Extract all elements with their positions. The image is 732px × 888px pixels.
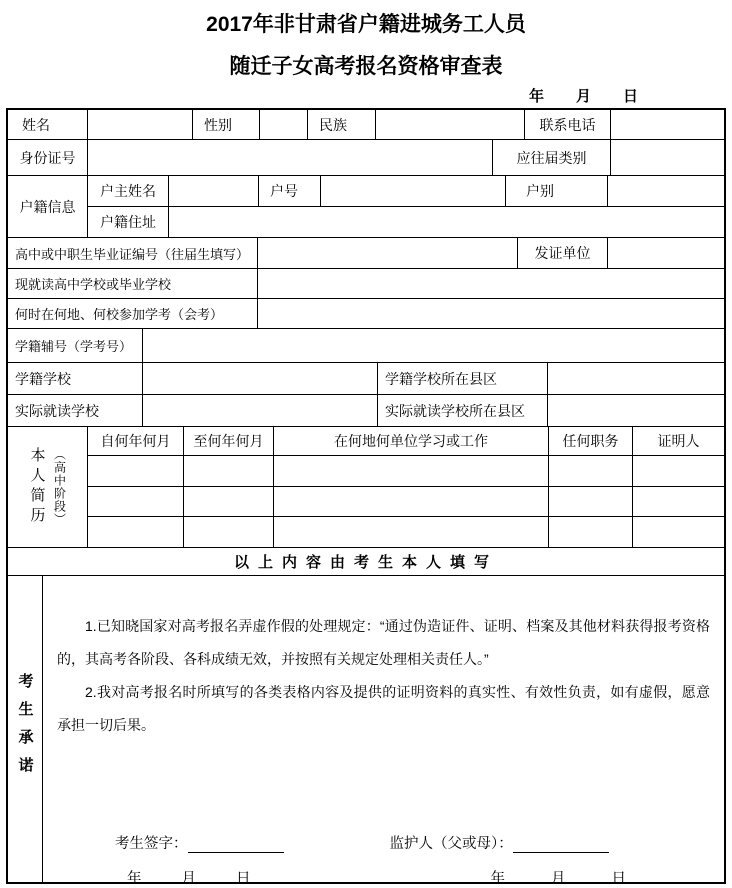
id-number-label: 身份证号 bbox=[19, 149, 76, 166]
hu-number-field[interactable] bbox=[320, 176, 505, 206]
hu-type-field[interactable] bbox=[607, 176, 724, 206]
row-exam bbox=[8, 298, 724, 328]
name-label: 姓名 bbox=[22, 116, 50, 133]
resume-cell[interactable] bbox=[88, 456, 183, 486]
ethnic-label: 民族 bbox=[307, 110, 375, 139]
page-title bbox=[0, 8, 732, 84]
hukou-section-label: 户籍信息 bbox=[19, 198, 76, 215]
title-line1: 2017年非甘肃省户籍进城务工人员 bbox=[206, 13, 526, 36]
header-year-label: 年 bbox=[528, 88, 544, 105]
resume-col-place: 在何地何单位学习或工作 bbox=[273, 427, 548, 455]
resume-header-row bbox=[88, 427, 724, 455]
guardian-year-label: 年 bbox=[490, 871, 505, 887]
candidate-date-group bbox=[127, 867, 251, 888]
row-basic-info bbox=[8, 110, 724, 139]
resume-cell[interactable] bbox=[632, 487, 724, 517]
hukou-address-label: 户籍住址 bbox=[100, 214, 156, 230]
phone-label: 联系电话 bbox=[524, 110, 610, 139]
title-line2: 随迁子女高考报名资格审查表 bbox=[229, 55, 503, 78]
resume-cell[interactable] bbox=[548, 487, 632, 517]
candidate-year-label: 年 bbox=[127, 871, 142, 887]
actual-county-field[interactable] bbox=[547, 395, 724, 426]
resume-empty-row bbox=[88, 455, 724, 486]
exam-field[interactable] bbox=[257, 299, 724, 328]
review-form-table bbox=[6, 108, 726, 887]
guardian-signature-group bbox=[390, 832, 609, 853]
hukou-subrow-2 bbox=[88, 206, 724, 237]
hu-type-label: 户别 bbox=[505, 176, 607, 206]
row-hukou bbox=[8, 175, 724, 237]
notice-text: 以上内容由考生本人填写 bbox=[233, 554, 498, 571]
resume-cell[interactable] bbox=[183, 456, 273, 486]
row-id-number bbox=[8, 139, 724, 175]
promise-body bbox=[42, 576, 724, 887]
name-field[interactable] bbox=[87, 110, 192, 139]
promise-paragraph-1: 1.已知晓国家对高考报名弄虚作假的处理规定：“通过伪造证件、证明、档案及其他材料获得报考资格的，其高考各阶段、各科成绩无效，并按照有关规定处理相关责任人。” bbox=[57, 618, 710, 667]
resume-col-duty: 任何职务 bbox=[548, 427, 632, 455]
id-digit-cells[interactable] bbox=[87, 140, 492, 175]
resume-table bbox=[87, 427, 724, 547]
xueji-county-field[interactable] bbox=[547, 363, 724, 394]
current-school-label: 现就读高中学校或毕业学校 bbox=[15, 277, 172, 292]
guardian-date-group bbox=[491, 867, 627, 888]
signature-row bbox=[57, 832, 710, 853]
xueji-county-label: 学籍学校所在县区 bbox=[377, 363, 547, 394]
resume-label-main: 本人简历 bbox=[28, 447, 46, 527]
resume-col-to: 至何年何月 bbox=[183, 427, 273, 455]
candidate-day-label: 日 bbox=[236, 871, 251, 887]
header-date-line bbox=[6, 84, 726, 106]
grad-type-field[interactable] bbox=[610, 140, 724, 175]
resume-cell[interactable] bbox=[183, 517, 273, 547]
xueji-aux-label: 学籍辅号（学考号） bbox=[15, 339, 133, 354]
resume-empty-row bbox=[88, 516, 724, 547]
hukou-subrow-1 bbox=[88, 176, 724, 206]
resume-empty-row bbox=[88, 486, 724, 517]
gender-label: 性别 bbox=[192, 110, 259, 139]
candidate-month-label: 月 bbox=[181, 871, 196, 887]
hukou-address-field[interactable] bbox=[168, 207, 724, 237]
signature-dates-row bbox=[57, 867, 710, 888]
xueji-school-field[interactable] bbox=[142, 363, 377, 394]
row-xueji-aux bbox=[8, 328, 724, 362]
guardian-day-label: 日 bbox=[611, 871, 626, 887]
ethnic-field[interactable] bbox=[375, 110, 524, 139]
resume-cell[interactable] bbox=[273, 517, 548, 547]
hukou-right-block bbox=[87, 176, 724, 237]
resume-cell[interactable] bbox=[548, 517, 632, 547]
candidate-signature-label: 考生签字： bbox=[115, 836, 188, 852]
header-day-label: 日 bbox=[622, 88, 638, 105]
guardian-month-label: 月 bbox=[551, 871, 566, 887]
resume-cell[interactable] bbox=[88, 487, 183, 517]
row-promise bbox=[8, 575, 724, 887]
row-diploma bbox=[8, 237, 724, 268]
xueji-aux-cells[interactable] bbox=[142, 329, 724, 362]
row-notice bbox=[8, 547, 724, 575]
gender-field[interactable] bbox=[259, 110, 307, 139]
resume-cell[interactable] bbox=[273, 487, 548, 517]
resume-label-sub: （高中阶段） bbox=[52, 448, 67, 526]
diploma-number-field[interactable] bbox=[257, 238, 517, 268]
resume-cell[interactable] bbox=[88, 517, 183, 547]
row-current-school bbox=[8, 268, 724, 298]
row-resume bbox=[8, 426, 724, 547]
resume-col-ref: 证明人 bbox=[632, 427, 724, 455]
resume-cell[interactable] bbox=[632, 456, 724, 486]
guardian-signature-label: 监护人（父或母）： bbox=[389, 836, 513, 852]
hu-number-label: 户号 bbox=[258, 176, 320, 206]
promise-paragraph-2: 2.我对高考报名时所填写的各类表格内容及提供的证明资料的真实性、有效性负责，如有虚假，愿意承担一切后果。 bbox=[57, 684, 710, 733]
resume-cell[interactable] bbox=[183, 487, 273, 517]
resume-cell[interactable] bbox=[548, 456, 632, 486]
resume-section-label bbox=[8, 427, 87, 547]
row-actual-school bbox=[8, 394, 724, 426]
xueji-school-label: 学籍学校 bbox=[15, 370, 71, 387]
householder-field[interactable] bbox=[168, 176, 258, 206]
resume-cell[interactable] bbox=[632, 517, 724, 547]
phone-field[interactable] bbox=[610, 110, 724, 139]
actual-school-field[interactable] bbox=[142, 395, 377, 426]
resume-col-from: 自何年何月 bbox=[100, 433, 171, 449]
issuer-field[interactable] bbox=[607, 238, 724, 268]
actual-county-label: 实际就读学校所在县区 bbox=[377, 395, 547, 426]
issuer-label: 发证单位 bbox=[517, 238, 607, 268]
candidate-signature-group bbox=[115, 832, 284, 853]
actual-school-label: 实际就读学校 bbox=[15, 402, 99, 419]
current-school-field[interactable] bbox=[257, 269, 724, 298]
grad-type-label: 应往届类别 bbox=[492, 140, 610, 175]
header-month-label: 月 bbox=[575, 88, 591, 105]
exam-label: 何时在何地、何校参加学考（会考） bbox=[15, 307, 224, 322]
candidate-signature-line[interactable] bbox=[188, 837, 284, 853]
guardian-signature-line[interactable] bbox=[513, 837, 609, 853]
householder-label: 户主姓名 bbox=[100, 183, 156, 199]
resume-cell[interactable] bbox=[273, 456, 548, 486]
promise-section-label: 考生承诺 bbox=[16, 673, 34, 785]
row-xueji-school bbox=[8, 362, 724, 394]
diploma-number-label: 高中或中职生毕业证编号（往届生填写） bbox=[15, 246, 250, 262]
